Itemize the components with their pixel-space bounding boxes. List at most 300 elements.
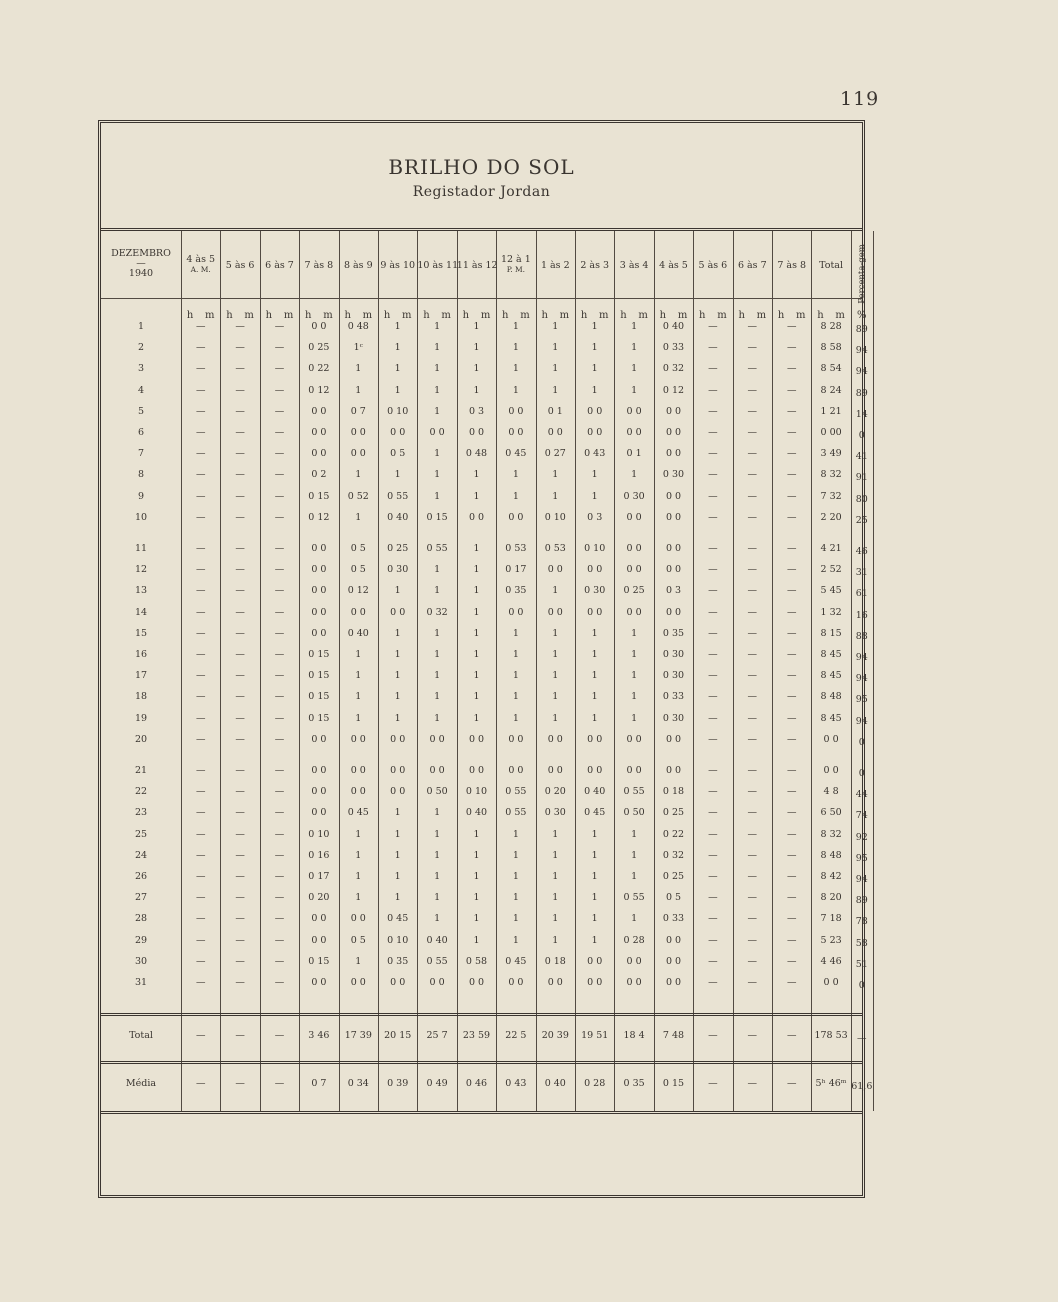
table-cell: 8 32 <box>820 828 842 840</box>
table-cell: 0 0 <box>823 977 839 988</box>
table-cell: 1 <box>591 934 598 946</box>
table-cell: 0 0 <box>311 765 327 776</box>
column-header <box>457 261 496 271</box>
table-cell: 0 0 <box>350 427 366 438</box>
page-subtitle: Registador Jordan <box>412 184 551 200</box>
table-cell: — <box>274 871 285 882</box>
table-cell: — <box>274 733 285 745</box>
unit-label <box>299 310 338 321</box>
page-title: BRILHO DO SOL <box>388 155 575 179</box>
table-cell: 0 0 <box>508 511 524 523</box>
column-header <box>378 261 417 271</box>
table-cell: 0 0 <box>547 765 563 776</box>
unit-label <box>181 310 220 321</box>
table-cell: 0 45 <box>505 955 527 967</box>
table-cell: 0 0 <box>390 765 406 776</box>
table-cell: 0 0 <box>311 977 327 988</box>
table-cell: 0 55 <box>426 955 448 967</box>
table-cell: — <box>747 934 758 946</box>
column-header-label: 2 às 3 <box>580 260 610 271</box>
table-cell: — <box>708 405 718 417</box>
table-cell: — <box>195 384 206 396</box>
unit-minutes: m <box>362 310 373 321</box>
table-cell: 0 20 <box>308 892 330 904</box>
table-cell: 3 46 <box>308 1030 330 1041</box>
table-cell: 0 22 <box>308 363 330 375</box>
table-cell: 0 0 <box>547 427 563 438</box>
table-cell: — <box>708 564 718 576</box>
table-cell: 0 0 <box>311 585 327 597</box>
table-cell: 1 <box>473 712 480 724</box>
table-cell: 0 0 <box>587 977 603 988</box>
day-label: 12 <box>134 564 148 576</box>
percent-cell: 91 <box>855 472 868 484</box>
column-header <box>536 261 575 271</box>
table-cell: 0 0 <box>350 765 366 776</box>
table-cell: 1 <box>394 585 401 597</box>
table-cell: — <box>195 649 206 660</box>
table-cell: 0 22 <box>662 828 685 840</box>
percent-cell: 41 <box>855 451 868 463</box>
table-cell: 1 <box>394 469 401 481</box>
unit-minutes: m <box>796 310 806 321</box>
day-label: 29 <box>134 934 148 946</box>
table-cell: 1 <box>473 670 480 682</box>
table-cell: — <box>235 765 245 776</box>
table-cell: — <box>747 765 758 776</box>
table-cell: — <box>235 828 245 840</box>
unit-hours: h <box>383 310 391 321</box>
table-cell: 0 33 <box>662 913 685 925</box>
unit-minutes: m <box>638 310 648 321</box>
table-cell: — <box>235 405 245 417</box>
table-cell: 0 30 <box>662 712 685 724</box>
table-cell: 0 3 <box>468 405 485 417</box>
table-cell: 0 0 <box>311 448 327 460</box>
table-cell: 0 25 <box>662 871 685 882</box>
table-cell: 1 <box>473 606 480 618</box>
table-cell: 0 0 <box>311 786 327 798</box>
table-cell: 8 45 <box>820 649 842 660</box>
column-header <box>417 260 459 271</box>
percent-cell: 0 <box>858 430 865 441</box>
day-label: 17 <box>134 670 148 682</box>
percent-cell: 94 <box>855 345 868 357</box>
table-cell: — <box>708 807 718 819</box>
day-label: 28 <box>134 913 148 925</box>
percent-cell: 94 <box>855 673 868 685</box>
table-cell: — <box>235 342 245 354</box>
table-cell: — <box>747 469 758 481</box>
table-cell: 1 <box>434 627 441 639</box>
table-cell: 1 <box>591 321 598 332</box>
table-cell: 0 0 <box>626 733 642 745</box>
table-cell: 1 <box>473 469 480 481</box>
table-cell: — <box>274 321 285 332</box>
table-cell: — <box>274 670 285 682</box>
table-cell: — <box>708 977 718 988</box>
table-cell: 1 <box>394 691 401 703</box>
table-cell: 0 0 <box>311 934 327 946</box>
table-cell: 1 <box>631 849 638 861</box>
table-cell: 7 48 <box>662 1030 685 1041</box>
table-cell: 0 0 <box>508 977 524 988</box>
table-cell: 0 0 <box>311 321 327 332</box>
unit-hours: h <box>620 310 627 321</box>
table-cell: — <box>708 627 718 639</box>
table-cell: — <box>235 564 245 576</box>
table-cell: 1 <box>473 691 480 703</box>
table-cell: 1 <box>434 564 441 576</box>
unit-minutes: m <box>520 310 530 321</box>
row-header-dash: — <box>136 258 146 269</box>
table-cell: — <box>747 627 758 639</box>
table-cell: 0 48 <box>347 321 369 332</box>
footer-rule <box>101 1111 862 1114</box>
unit-minutes: m <box>402 310 412 321</box>
table-cell: 0 0 <box>429 977 445 988</box>
table-cell: 0 20 <box>544 786 566 798</box>
table-cell: 1 <box>631 670 638 682</box>
table-cell: 0 30 <box>623 490 645 502</box>
unit-minutes: m <box>717 310 727 321</box>
table-cell: 1 <box>355 384 362 396</box>
day-label: 20 <box>134 733 148 745</box>
table-cell: 0 0 <box>547 977 563 988</box>
table-cell: 0 40 <box>584 786 606 798</box>
table-cell: 178 53 <box>814 1030 848 1041</box>
table-cell: 0 7 <box>311 1078 327 1089</box>
percent-cell: 89 <box>855 387 868 399</box>
table-cell: 0 34 <box>347 1078 369 1089</box>
table-cell: 1 <box>512 871 519 882</box>
unit-hours: h <box>305 310 312 321</box>
table-cell: 0 0 <box>350 733 366 745</box>
table-cell: 1 <box>591 849 598 861</box>
column-header-label: 1 às 2 <box>540 260 570 271</box>
table-cell: 1 <box>512 712 519 724</box>
day-label: 13 <box>134 585 148 597</box>
table-cell: 1 <box>631 469 638 481</box>
table-cell: — <box>708 828 718 840</box>
column-header-label: 7 às 8 <box>304 260 334 271</box>
table-cell: — <box>747 691 758 703</box>
table-cell: 2 52 <box>820 564 842 576</box>
table-cell: 1 <box>434 448 441 460</box>
table-cell: 0 18 <box>544 955 566 967</box>
table-cell: 1 <box>591 490 598 502</box>
table-cell: 8 45 <box>820 712 842 724</box>
table-cell: — <box>274 363 285 375</box>
column-header-label: 3 às 4 <box>619 260 649 271</box>
table-cell: 0 40 <box>544 1078 566 1089</box>
table-cell: — <box>786 913 797 925</box>
table-cell: — <box>786 564 797 576</box>
table-cell: — <box>708 342 718 354</box>
table-cell: — <box>708 321 718 332</box>
table-cell: 1 <box>591 828 598 840</box>
table-cell: — <box>235 1030 245 1041</box>
table-cell: 0 0 <box>587 733 603 745</box>
table-cell: 1 <box>473 564 480 576</box>
percent-cell: 51 <box>855 958 868 970</box>
table-cell: 0 0 <box>626 765 642 776</box>
table-cell: 1 <box>552 490 559 502</box>
table-cell: — <box>747 384 758 396</box>
table-cell: 1 <box>473 913 480 925</box>
table-cell: 0 0 <box>429 427 445 438</box>
unit-minutes: m <box>205 310 215 321</box>
table-cell: — <box>708 1030 718 1041</box>
table-cell: 1 <box>394 649 401 660</box>
table-cell: 0 30 <box>662 670 685 682</box>
table-cell: — <box>708 849 718 861</box>
table-cell: 0 0 <box>587 955 603 967</box>
table-cell: 0 0 <box>311 564 327 576</box>
day-label: 9 <box>137 490 145 502</box>
table-cell: 1 <box>512 490 519 502</box>
table-cell: 0 45 <box>584 807 606 819</box>
table-cell: 0 15 <box>426 511 448 523</box>
percent-cell: 92 <box>855 831 868 843</box>
table-cell: 0 0 <box>508 405 524 417</box>
table-cell: 3 49 <box>820 448 842 460</box>
unit-hours: h <box>699 310 706 321</box>
table-cell: 0 33 <box>662 342 685 354</box>
table-cell: 8 15 <box>820 627 842 639</box>
percent-cell: 94 <box>855 652 868 663</box>
table-cell: — <box>786 670 797 682</box>
table-cell: — <box>235 849 245 861</box>
table-cell: 7 32 <box>820 490 842 502</box>
table-cell: — <box>195 828 206 840</box>
table-cell: 0 55 <box>426 543 448 554</box>
table-cell: 0 0 <box>665 606 682 618</box>
table-cell: 1 <box>552 363 559 375</box>
table-cell: — <box>747 733 758 745</box>
table-cell: 20 39 <box>541 1030 569 1041</box>
table-cell: — <box>786 934 797 946</box>
table-cell: 1ᶜ <box>353 342 363 354</box>
table-cell: 1 <box>434 490 441 502</box>
table-cell: 0 0 <box>665 934 682 946</box>
table-cell: — <box>235 543 245 554</box>
table-cell: 0 40 <box>465 807 488 819</box>
table-cell: — <box>274 585 285 597</box>
table-cell: 1 <box>394 871 401 882</box>
unit-minutes: m <box>835 310 845 321</box>
unit-hours: h <box>580 310 588 321</box>
table-cell: — <box>747 427 758 438</box>
table-cell: 1 <box>434 807 441 819</box>
table-cell: 1 <box>631 691 638 703</box>
table-cell: 1 <box>355 892 362 904</box>
table-cell: — <box>274 849 285 861</box>
table-cell: 0 40 <box>426 934 448 946</box>
table-cell: 4 21 <box>820 543 842 554</box>
table-cell: — <box>747 913 758 925</box>
table-cell: 1 <box>552 712 559 724</box>
table-cell: 1 <box>394 892 401 904</box>
column-header-label: 6 às 7 <box>265 260 294 271</box>
table-cell: 0 0 <box>665 765 682 776</box>
column-header <box>733 261 772 271</box>
table-cell: — <box>708 543 718 554</box>
table-cell: 1 <box>512 649 519 660</box>
unit-hours: h <box>738 310 745 321</box>
table-cell: — <box>195 585 206 597</box>
table-cell: 0 0 <box>390 427 406 438</box>
table-cell: 0 7 <box>350 405 366 417</box>
table-cell: — <box>235 627 245 639</box>
table-cell: 1 <box>355 712 362 724</box>
table-cell: 0 0 <box>468 427 485 438</box>
table-cell: 0 0 <box>508 765 524 776</box>
table-cell: — <box>708 765 718 776</box>
table-cell: 0 0 <box>311 733 327 745</box>
table-cell: — <box>235 606 245 618</box>
unit-hours: h <box>265 310 273 321</box>
table-cell: — <box>195 786 206 798</box>
table-cell: 1 <box>631 871 638 882</box>
table-cell: — <box>274 1030 285 1041</box>
header-rule <box>101 228 862 231</box>
day-label: 5 <box>137 405 145 417</box>
table-cell: 0 27 <box>544 448 566 460</box>
table-cell: 0 49 <box>426 1078 448 1089</box>
table-cell: 1 <box>434 849 441 861</box>
table-cell: 0 0 <box>665 564 682 576</box>
unit-label <box>417 310 456 321</box>
table-cell: 0 0 <box>390 606 406 618</box>
table-cell: — <box>235 934 245 946</box>
table-cell: — <box>235 955 245 967</box>
table-cell: — <box>747 712 758 724</box>
table-cell: — <box>274 627 285 639</box>
table-cell: — <box>195 564 206 576</box>
table-cell: — <box>708 934 718 946</box>
table-cell: 1 <box>591 469 598 481</box>
column-header-label: 5 às 6 <box>225 260 255 271</box>
table-cell: — <box>747 606 758 618</box>
day-label: 2 <box>137 342 145 354</box>
table-cell: 0 10 <box>387 934 409 946</box>
table-cell: 0 0 <box>587 606 603 618</box>
table-cell: 8 48 <box>820 691 842 703</box>
table-cell: — <box>274 384 285 396</box>
table-cell: — <box>786 712 797 724</box>
unit-label <box>654 310 693 321</box>
table-cell: 1 <box>591 363 598 375</box>
table-cell: — <box>786 427 797 438</box>
table-cell: 1 <box>473 892 480 904</box>
table-cell: — <box>747 828 758 840</box>
table-cell: — <box>747 564 758 576</box>
table-cell: — <box>786 511 797 523</box>
table-cell: — <box>235 469 245 481</box>
table-cell: — <box>747 807 758 819</box>
table-cell: — <box>708 955 718 967</box>
table-cell: — <box>274 1078 285 1089</box>
table-cell: — <box>195 448 206 460</box>
table-cell: — <box>274 691 285 703</box>
table-cell: 0 0 <box>665 543 682 554</box>
table-cell: 5 45 <box>820 585 842 597</box>
table-cell: — <box>747 955 758 967</box>
table-cell: 0 0 <box>665 490 682 502</box>
table-cell: — <box>235 585 245 597</box>
table-cell: — <box>786 849 797 861</box>
percent-cell: 95 <box>855 694 868 706</box>
table-cell: 0 25 <box>662 807 685 819</box>
column-header <box>220 261 259 271</box>
table-cell: 0 0 <box>823 765 839 776</box>
table-cell: 0 0 <box>626 955 642 967</box>
table-cell: 0 0 <box>587 564 603 576</box>
table-cell: 0 5 <box>350 934 366 946</box>
day-label: 18 <box>134 691 148 703</box>
table-cell: 1 <box>473 649 480 660</box>
table-cell: 1 <box>473 828 480 840</box>
table-cell: 1 <box>434 871 441 882</box>
table-cell: — <box>747 585 758 597</box>
table-cell: 8 48 <box>820 849 842 861</box>
table-cell: 1 <box>434 892 441 904</box>
table-cell: 0 32 <box>662 849 685 861</box>
table-cell: — <box>786 691 797 703</box>
day-label: 7 <box>137 448 145 460</box>
table-cell: 0 0 <box>311 427 327 438</box>
unit-minutes: m <box>323 310 333 321</box>
column-header-label: 9 às 10 <box>380 260 416 271</box>
table-cell: 0 0 <box>665 955 682 967</box>
table-cell: 0 35 <box>623 1078 645 1089</box>
percent-header: Percenta-gem <box>856 244 867 304</box>
table-cell: 0 15 <box>308 691 330 703</box>
day-label: 14 <box>134 606 148 618</box>
table-cell: 0 30 <box>544 807 566 819</box>
table-cell: — <box>708 871 718 882</box>
table-cell: — <box>195 691 206 703</box>
table-cell: — <box>786 469 797 481</box>
unit-label <box>575 310 614 321</box>
table-cell: 0 1 <box>547 405 563 417</box>
table-cell: — <box>274 977 285 988</box>
table-cell: 0 0 <box>665 427 682 438</box>
unit-hours: h <box>462 310 470 321</box>
column-header <box>693 261 732 271</box>
day-label: 21 <box>134 765 148 776</box>
unit-hours: h <box>344 310 351 321</box>
table-cell: — <box>274 448 285 460</box>
table-cell: — <box>195 871 206 882</box>
table-cell: — <box>786 543 797 554</box>
unit-minutes: m <box>441 310 451 321</box>
table-cell: — <box>274 892 285 904</box>
unit-hours: h <box>186 310 194 321</box>
table-cell: — <box>235 427 245 438</box>
row-header <box>101 249 181 279</box>
table-cell: 1 <box>591 342 598 354</box>
table-cell: — <box>195 765 206 776</box>
table-cell: — <box>235 363 245 375</box>
table-cell: 1 <box>394 363 401 375</box>
table-cell: 0 0 <box>547 733 563 745</box>
table-cell: — <box>708 649 718 660</box>
table-cell: — <box>195 733 206 745</box>
table-cell: 1 <box>434 342 441 354</box>
day-label: 6 <box>137 427 145 438</box>
